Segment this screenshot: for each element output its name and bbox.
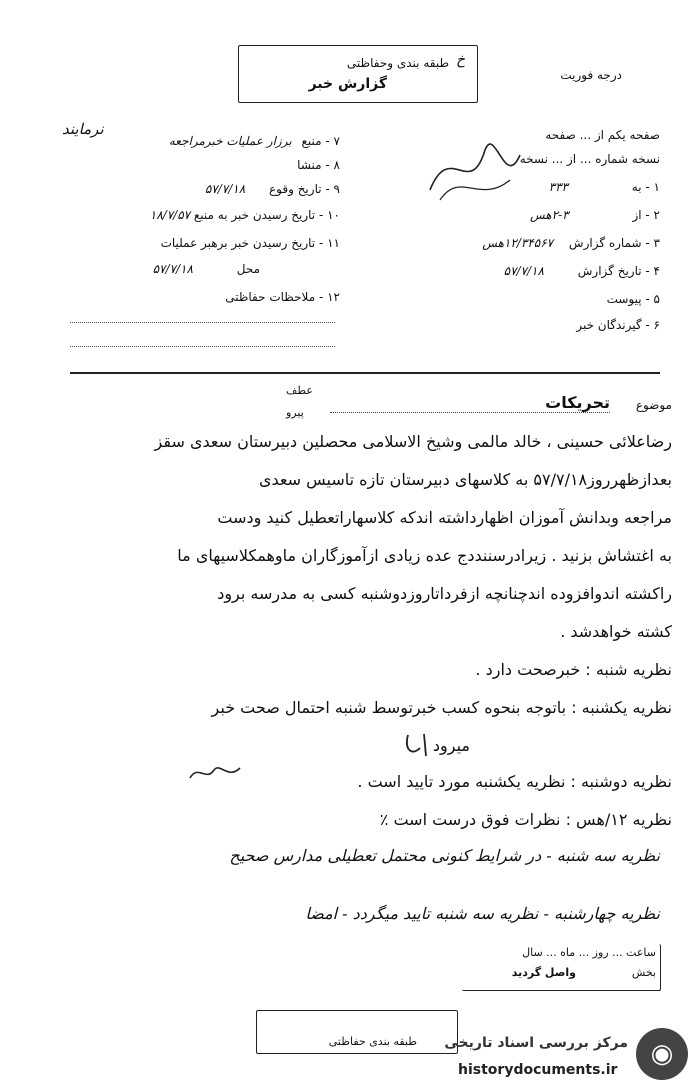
initial-mark-2: [186, 760, 246, 786]
separator-line: [70, 372, 660, 374]
field-source-receipt-date: ۱۰ - تاریخ رسیدن خبر به منبع ۱۸/۷/۵۷: [149, 208, 340, 222]
receipt-section: بخش: [631, 966, 656, 979]
classification-handwriting: خ: [455, 52, 465, 68]
field-protection-notes: ۱۲ - ملاحظات حفاظتی: [225, 290, 340, 304]
classification-label: طبقه بندی وحفاظتی: [346, 56, 449, 70]
field-occurrence-date: ۹ - تاریخ وقوع ۵۷/۷/۱۸: [204, 182, 340, 196]
opinion-12hs: نظریه ۱۲/هس : نظرات فوق درست است ٪: [379, 810, 672, 829]
ref-atf: عطف: [286, 384, 313, 397]
opinion-sunday-cont: میرود .: [422, 736, 470, 755]
field-report-number: ۳ - شماره گزارش ۱۲/۳۴۵۶۷هس: [482, 236, 660, 250]
urgency-label: درجه فوریت: [560, 68, 622, 82]
field-ops-receipt-date: ۱۱ - تاریخ رسیدن خبر برهبر عملیات: [160, 236, 340, 250]
subject-label: موضوع: [635, 398, 672, 412]
opinion-saturday: نظریه شنبه : خبرصحت دارد .: [475, 660, 672, 679]
classification-stamp-top: [238, 45, 478, 103]
field-attachment: ۵ - پیوست: [606, 292, 660, 306]
field-to: ۱ - به ۳۳۳: [548, 180, 660, 194]
body-line: مراجعه وبدانش آموزان اظهارداشته اندکه کلاسهاراتعطیل کنید ودست: [217, 508, 672, 527]
initial-mark: [400, 730, 440, 760]
watermark-url[interactable]: historydocuments.ir: [458, 1062, 618, 1078]
copy-number-line: نسخه شماره ... از ... نسخه: [519, 152, 660, 166]
body-line: به اغتشاش بزنید . زیرادرسننددج عده زیادی ازآموزگاران ماوهمکلاسیهای ما: [177, 546, 672, 565]
subject-line: [330, 412, 610, 413]
receipt-datetime: ساعت ... روز ... ماه ... سال: [522, 946, 656, 959]
field-source: ۷ - منبع برزار عملیات خبرمراجعه: [168, 134, 340, 148]
body-line: کشته خواهدشد .: [560, 622, 672, 641]
field-report-date: ۴ - تاریخ گزارش ۵۷/۷/۱۸: [503, 264, 660, 278]
body-line: رضاعلائی حسینی ، خالد مالمی وشیخ الاسلامی محصلین دبیرستان سعدی سقز: [154, 432, 672, 451]
classification-stamp-bottom: [256, 1010, 458, 1054]
field-place: محل ۵۷/۷/۱۸: [152, 262, 260, 276]
receipt-stamp: [462, 944, 661, 991]
receipt-arrived: واصل گردید: [511, 966, 576, 979]
page-count-line: صفحه یکم از ... صفحه: [545, 128, 660, 142]
classification-label-bottom: طبقه بندی حفاظتی: [328, 1035, 417, 1048]
opinion-sunday: نظریه یکشنبه : باتوجه بنحوه کسب خبرتوسط شنبه احتمال صحت خبر: [211, 698, 672, 717]
signature-scribble: [420, 130, 530, 210]
body-line: راکشته اندوافزوده اندچنانچه ازفرداتاروزدوشنبه کسی به مدرسه برود: [217, 584, 672, 603]
subject-value: تحریکات: [545, 393, 610, 412]
handwritten-opinion-wednesday: نظریه چهارشنبه - نظریه سه شنبه تایید میگردد - امضا: [305, 904, 660, 923]
field-from: ۲ - از ۳-۲هس: [530, 208, 660, 222]
opinion-monday: نظریه دوشنبه : نظریه یکشنبه مورد تایید است .: [357, 772, 672, 791]
watermark-title: مرکز بررسی اسناد تاریخی: [444, 1035, 628, 1051]
archive-logo-icon: ◉: [636, 1028, 688, 1080]
field-origin: ۸ - منشا: [297, 158, 340, 172]
notes-line-2: [70, 346, 335, 347]
body-line: بعدازظهرروز۵۷/۷/۱۸ به کلاسهای دبیرستان تازه تاسیس سعدی: [258, 470, 672, 489]
report-title: گزارش خبر: [308, 76, 387, 92]
action-note: نرمایند: [62, 120, 104, 138]
notes-line-1: [70, 322, 335, 323]
ref-pairo: پیرو: [286, 406, 304, 419]
handwritten-opinion-tuesday: نظریه سه شنبه - در شرایط کنونی محتمل تعطیلی مدارس صحیح: [229, 846, 660, 865]
field-recipients: ۶ - گیرندگان خبر: [576, 318, 660, 332]
